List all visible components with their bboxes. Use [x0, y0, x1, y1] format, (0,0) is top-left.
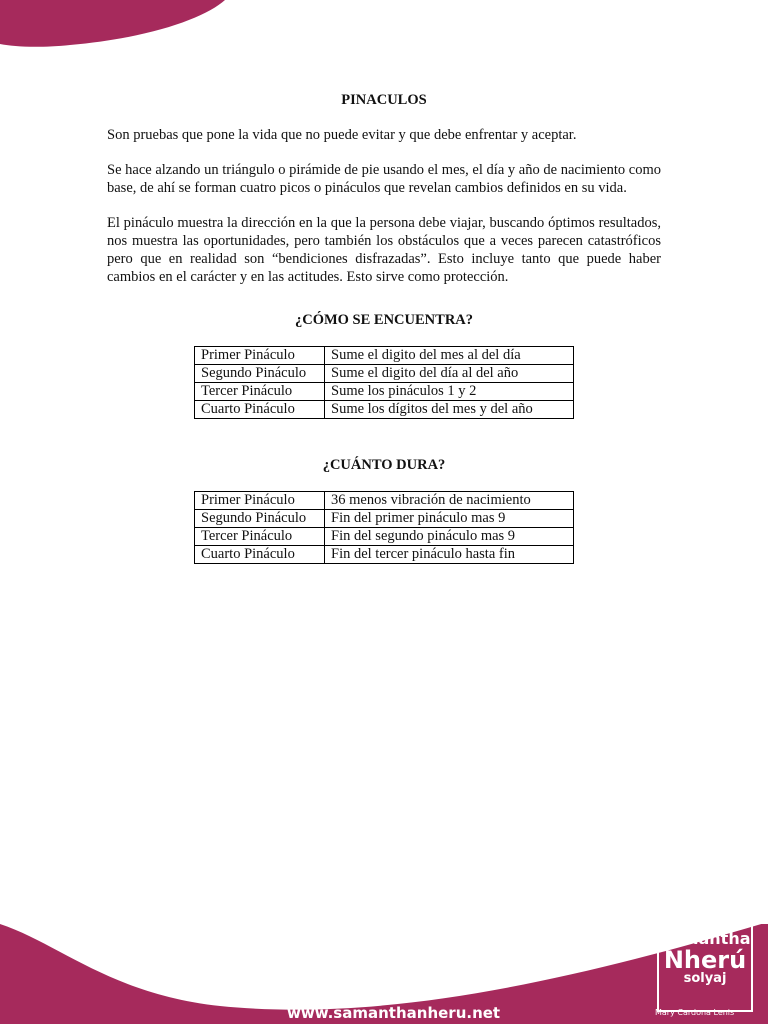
table-cell: Sume el digito del mes al del día [325, 347, 574, 365]
table-cell: Fin del tercer pináculo hasta fin [325, 546, 574, 564]
website-link[interactable]: www.samanthanheru.net [287, 1004, 501, 1022]
top-wave-decoration [0, 0, 768, 60]
document-body [107, 92, 661, 564]
table-row [195, 546, 574, 564]
table-row [195, 365, 574, 383]
paragraph-2: Se hace alzando un triángulo o pirámide de pie usando el mes, el día y año de nacimiento como base, de ahí se forman cuatro picos o pináculos que revelan cambios definidos en su vida. [107, 162, 661, 196]
logo-line-3: solyaj [683, 971, 727, 986]
logo-line-2: Nherú [663, 946, 747, 974]
page-title: PINACULOS [341, 92, 427, 108]
table-cell: Fin del primer pináculo mas 9 [325, 510, 574, 528]
table-cell: Sume el digito del día al del año [325, 365, 574, 383]
table-cell: Cuarto Pináculo [195, 546, 325, 564]
table-cell: Cuarto Pináculo [195, 401, 325, 419]
table-row [195, 528, 574, 546]
section-heading-duration: ¿CUÁNTO DURA? [322, 457, 446, 473]
logo-line-1: Samantha [659, 929, 751, 948]
table-row [195, 347, 574, 365]
brand-logo [657, 922, 753, 1012]
table-cell: Sume los pináculos 1 y 2 [325, 383, 574, 401]
section-heading-how-to-find: ¿CÓMO SE ENCUENTRA? [294, 312, 474, 328]
how-to-find-table [194, 346, 574, 419]
table-cell: Segundo Pináculo [195, 365, 325, 383]
duration-table [194, 491, 574, 564]
table-cell: Primer Pináculo [195, 492, 325, 510]
paragraph-3: El pináculo muestra la dirección en la que la persona debe viajar, buscando óptimos resultados, nos muestra las oportunidades, pero también los obstáculos que a veces parecen catastróficos pero que en realidad son “bendiciones disfrazadas”. Esto incluye tanto que puede haber cambios en el carácter y en las actitudes. Esto sirve como protección. [107, 215, 661, 285]
table-row [195, 401, 574, 419]
table-cell: Tercer Pináculo [195, 528, 325, 546]
table-cell: 36 menos vibración de nacimiento [325, 492, 574, 510]
table-cell: Fin del segundo pináculo mas 9 [325, 528, 574, 546]
table-row [195, 492, 574, 510]
table-row [195, 383, 574, 401]
logo-credit: Mary Cardona Lenis [655, 1008, 735, 1017]
table-cell: Sume los dígitos del mes y del año [325, 401, 574, 419]
paragraph-1: Son pruebas que pone la vida que no puede evitar y que debe enfrentar y aceptar. [107, 127, 577, 143]
table-cell: Tercer Pináculo [195, 383, 325, 401]
table-cell: Primer Pináculo [195, 347, 325, 365]
table-row [195, 510, 574, 528]
table-cell: Segundo Pináculo [195, 510, 325, 528]
